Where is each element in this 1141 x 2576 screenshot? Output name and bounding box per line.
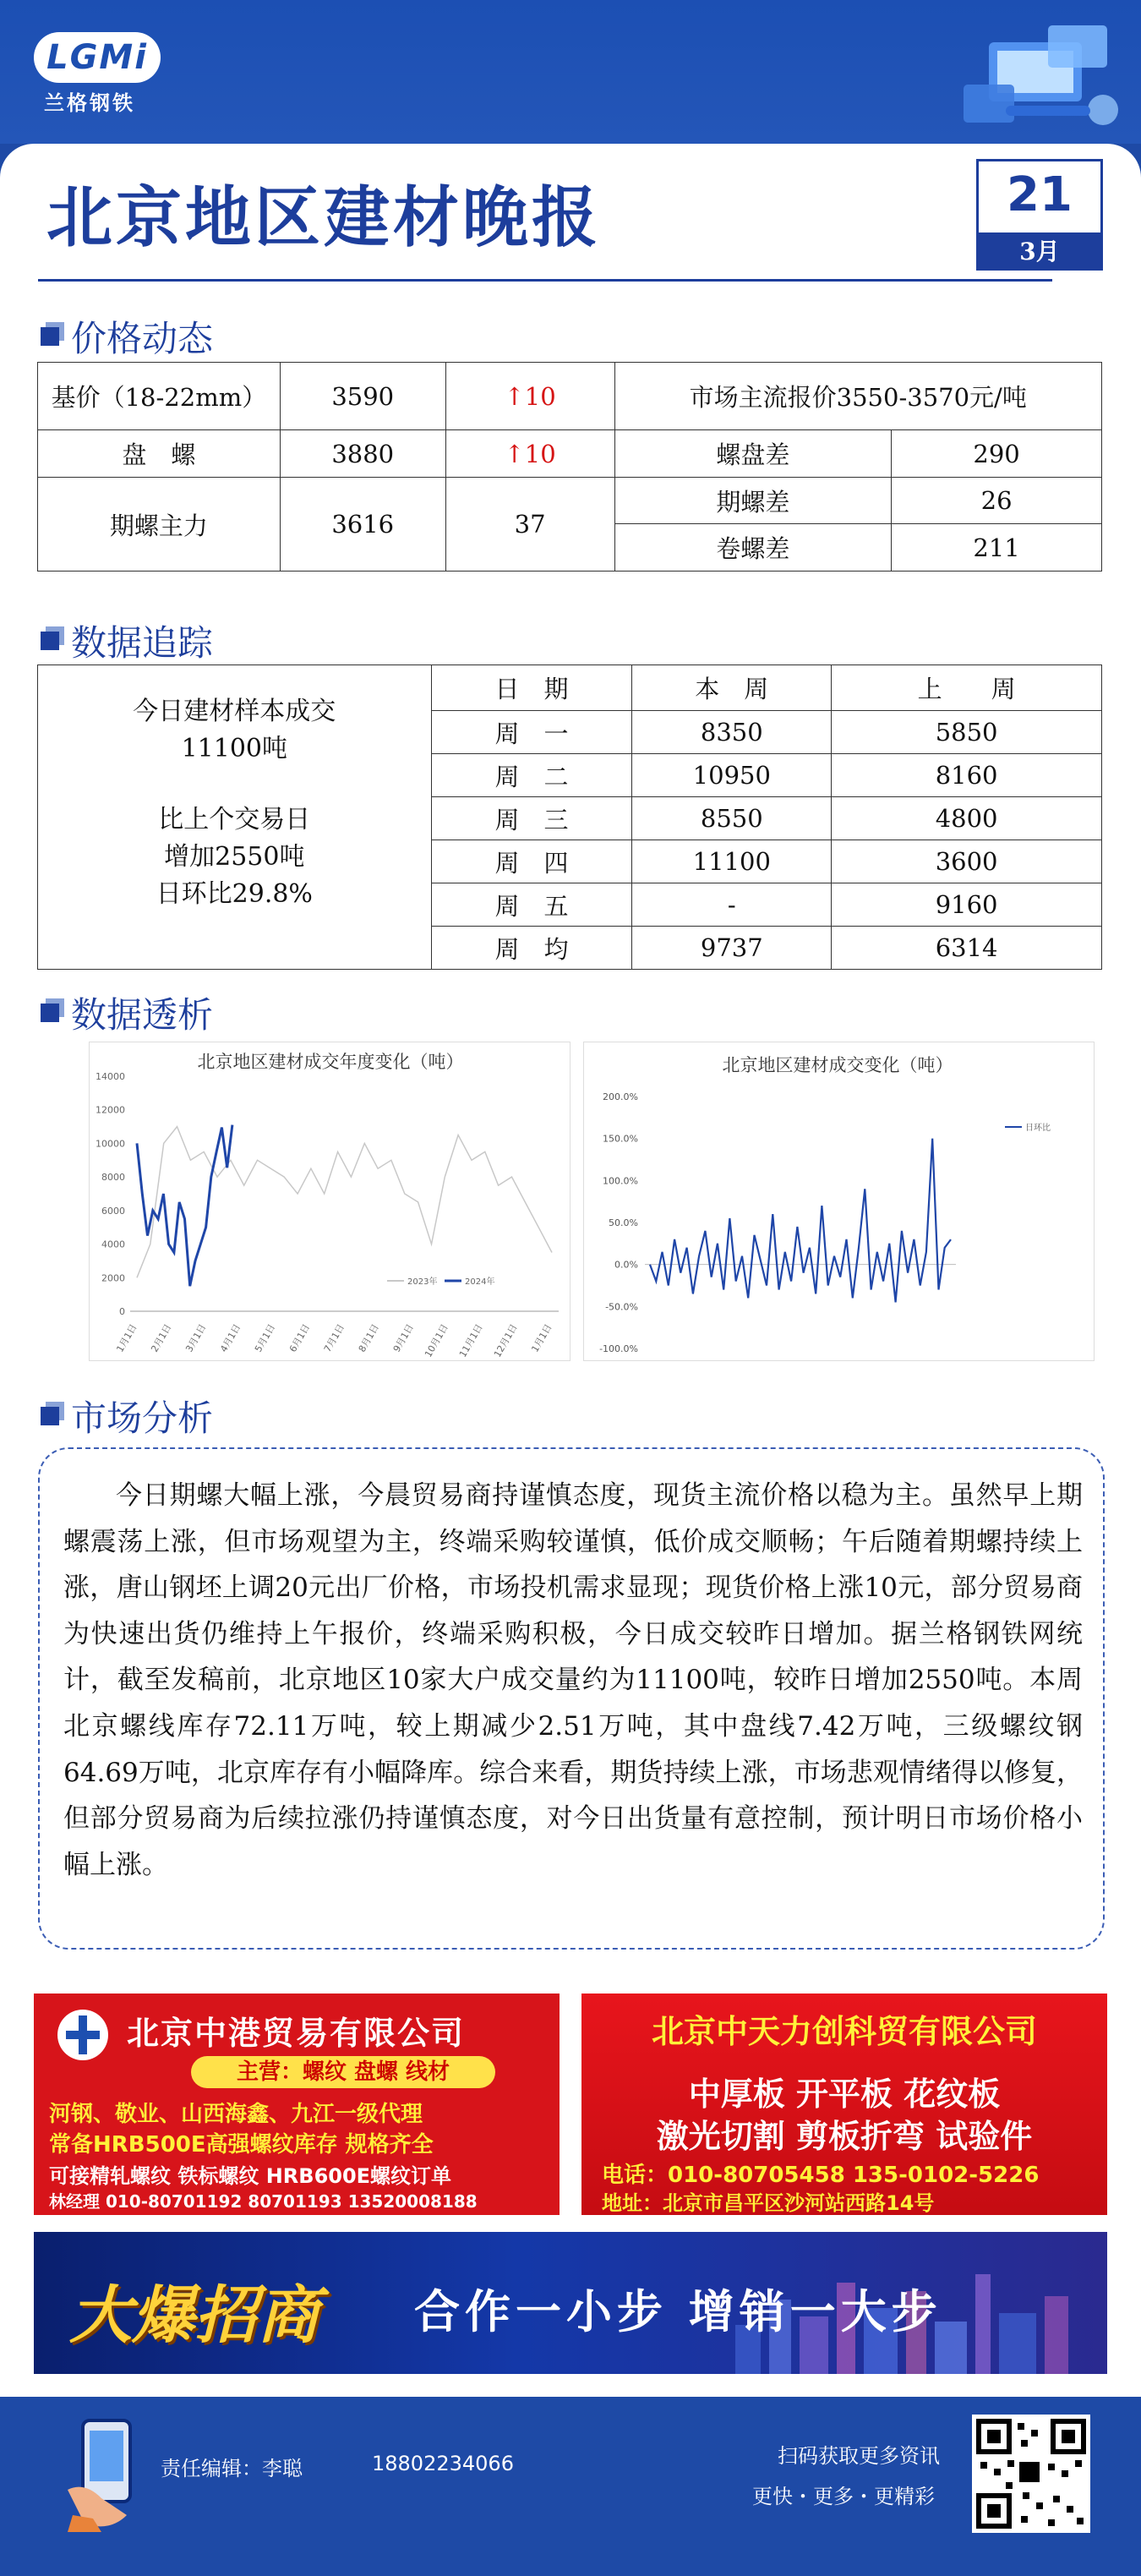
spread-value: 211: [892, 524, 1102, 572]
this-week-cell: 9737: [632, 927, 832, 970]
y-tick-label: 14000: [96, 1071, 125, 1082]
summary-line: 11100吨: [181, 733, 288, 763]
summary-line: 今日建材样本成交: [133, 696, 336, 726]
ad-business-scope: 主营：螺纹 盘螺 线材: [191, 2056, 495, 2088]
chart-title: 北京地区建材成交年度变化（吨）: [197, 1052, 464, 1072]
analysis-box: [38, 1447, 1105, 1950]
y-tick-label: 0.0%: [614, 1259, 638, 1271]
ad-zhonggang[interactable]: [34, 1994, 560, 2215]
spread-label: 螺盘差: [614, 430, 892, 478]
spread-label: 期螺差: [614, 478, 892, 524]
x-tick-label: 6月1日: [287, 1322, 313, 1354]
section-title: 价格动态: [71, 318, 214, 359]
section-title: 数据透析: [71, 994, 214, 1036]
ad-company-name: 北京中港贸易有限公司: [127, 2015, 466, 2052]
market-quote: 市场主流报价3550-3570元/吨: [614, 363, 1101, 430]
x-tick-label: 4月1日: [218, 1322, 243, 1354]
price-value: 3590: [280, 363, 445, 430]
day-cell: 周 一: [431, 711, 632, 754]
spread-label: 卷螺差: [614, 524, 892, 572]
section-heading-insight: [41, 987, 213, 1038]
column-header: 本 周: [632, 665, 832, 711]
section-marker-icon: [41, 1004, 59, 1022]
this-week-cell: 11100: [632, 840, 832, 883]
date-day: 21: [1007, 167, 1073, 222]
tech-illustration: [947, 8, 1133, 144]
date-month: 3月: [979, 232, 1100, 268]
last-week-cell: 8160: [832, 754, 1102, 797]
day-cell: 周 均: [431, 927, 632, 970]
chart-title: 北京地区建材成交变化（吨）: [722, 1055, 953, 1075]
date-badge: [976, 159, 1103, 271]
section-heading-analysis: [41, 1391, 213, 1441]
table-header-row: [38, 665, 1102, 711]
x-tick-label: 9月1日: [390, 1322, 416, 1354]
y-tick-label: 100.0%: [603, 1175, 638, 1187]
legend-label-2023: 2023年: [407, 1277, 438, 1287]
section-marker-icon: [41, 632, 59, 650]
spread-value: 26: [892, 478, 1102, 524]
tracking-table: [37, 665, 1102, 970]
series-line-2024: [137, 1125, 232, 1287]
day-cell: 周 二: [431, 754, 632, 797]
ad-contact: 电话：010-80705458 135-0102-5226: [602, 2163, 1040, 2188]
ad-slogan: 合作一小步 增销一大步: [414, 2285, 942, 2338]
scan-hint: 扫码获取更多资讯: [778, 2444, 940, 2468]
table-row: [38, 430, 1102, 478]
series-line-dod: [650, 1139, 951, 1303]
section-title: 市场分析: [71, 1397, 214, 1439]
footer: [0, 2397, 1141, 2576]
column-header: 日 期: [431, 665, 632, 711]
tracking-summary: [38, 665, 432, 970]
ad-company-name: 北京中天力创科贸有限公司: [651, 2013, 1037, 2050]
day-cell: 周 四: [431, 840, 632, 883]
title-underline: [38, 279, 1052, 282]
legend-label-2024: 2024年: [465, 1277, 495, 1287]
price-value: 3616: [280, 478, 445, 572]
this-week-cell: -: [632, 883, 832, 927]
price-label: 盘 螺: [38, 430, 281, 478]
last-week-cell: 6314: [832, 927, 1102, 970]
price-value: 3880: [280, 430, 445, 478]
last-week-cell: 4800: [832, 797, 1102, 840]
ad-line: 常备HRB500E高强螺纹库存 规格齐全: [49, 2132, 434, 2158]
y-tick-label: 6000: [101, 1205, 125, 1217]
y-tick-label: -50.0%: [605, 1301, 638, 1313]
annual-volume-chart-svg: [90, 1042, 571, 1362]
legend-label: 日环比: [1025, 1124, 1051, 1133]
y-tick-label: 8000: [101, 1172, 125, 1184]
y-tick-label: 150.0%: [603, 1133, 638, 1145]
last-week-cell: 9160: [832, 883, 1102, 927]
summary-line: 增加2550吨: [164, 841, 305, 872]
price-change: ↑10: [445, 430, 614, 478]
x-tick-label: 8月1日: [356, 1322, 382, 1354]
this-week-cell: 8550: [632, 797, 832, 840]
price-label: 期螺主力: [38, 478, 281, 572]
this-week-cell: 10950: [632, 754, 832, 797]
y-tick-label: -100.0%: [599, 1343, 638, 1354]
ad-line: 可接精轧螺纹 铁标螺纹 HRB600E螺纹订单: [49, 2164, 452, 2188]
ad-contact: 林经理 010-80701192 80701193 13520008188: [49, 2191, 478, 2212]
summary-line: 比上个交易日: [158, 804, 311, 834]
footer-slogan: 更快・更多・更精彩: [752, 2485, 935, 2508]
y-tick-label: 4000: [101, 1239, 125, 1250]
ad-headline: 大爆招商: [69, 2279, 319, 2352]
price-change: ↑10: [445, 363, 614, 430]
x-tick-label: 1月1日: [529, 1322, 554, 1354]
x-tick-label: 10月1日: [423, 1322, 450, 1359]
price-table: [37, 362, 1102, 572]
zhonggang-logo-icon: [49, 2005, 117, 2065]
y-tick-label: 0: [119, 1306, 125, 1317]
brand-logo-subtitle: 兰格钢铁: [44, 90, 135, 115]
ad-recruit-banner[interactable]: [34, 2232, 1107, 2374]
x-tick-label: 12月1日: [491, 1322, 520, 1359]
section-marker-icon: [41, 1407, 59, 1425]
price-change: 37: [445, 478, 614, 572]
x-tick-label: 3月1日: [183, 1322, 209, 1354]
section-marker-icon: [41, 327, 59, 346]
y-tick-label: 200.0%: [603, 1091, 638, 1102]
day-cell: 周 三: [431, 797, 632, 840]
ad-zhongtianli[interactable]: [581, 1994, 1107, 2215]
x-tick-label: 2月1日: [149, 1322, 174, 1354]
summary-line: 日环比29.8%: [156, 878, 313, 909]
y-tick-label: 50.0%: [609, 1217, 638, 1228]
section-heading-tracking: [41, 615, 213, 666]
section-heading-price: [41, 311, 213, 362]
x-tick-label: 7月1日: [321, 1322, 347, 1354]
up-arrow-icon: ↑: [504, 381, 525, 411]
series-line-2023: [137, 1127, 552, 1278]
ad-line: 中厚板 开平板 花纹板: [688, 2076, 1001, 2113]
table-row: [38, 478, 1102, 524]
up-arrow-icon: ↑: [504, 439, 525, 468]
this-week-cell: 8350: [632, 711, 832, 754]
last-week-cell: 5850: [832, 711, 1102, 754]
qr-code-icon[interactable]: [972, 2415, 1090, 2533]
analysis-text: 今日期螺大幅上涨，今晨贸易商持谨慎态度，现货主流价格以稳为主。虽然早上期螺震荡上涨，但市场观望为主，终端采购较谨慎，低价成交顺畅；午后随着期螺持续上涨，唐山钢坯上调20元出厂价格，市场投机需求显现；现货价格上涨10元，部分贸易商为快速出货仍维持上午报价，终端采购积极，今日成交较昨日增加。据兰格钢铁网统计，截至发稿前，北京地区10家大户成交量约为11100吨，较昨日增加2550吨。本周北京螺线库存72.11万吨，较上期减少2.51万吨，其中盘线7.42万吨，三级螺纹钢64.69万吨，北京库存有小幅降库。综合来看，期货持续上涨，市场悲观情绪得以修复，但部分贸易商为后续拉涨仍持谨慎态度，对今日出货量有意控制，预计明日市场价格小幅上涨。: [63, 1480, 1083, 1880]
daily-change-chart: [583, 1042, 1095, 1361]
editor-label: 责任编辑：李聪: [161, 2457, 303, 2480]
column-header: 上 周: [832, 665, 1102, 711]
y-tick-label: 12000: [96, 1104, 125, 1116]
x-tick-label: 1月1日: [114, 1322, 139, 1354]
daily-change-chart-svg: [584, 1042, 1095, 1362]
x-tick-label: 11月1日: [457, 1322, 485, 1359]
last-week-cell: 3600: [832, 840, 1102, 883]
editor-phone[interactable]: 18802234066: [372, 2452, 514, 2475]
day-cell: 周 五: [431, 883, 632, 927]
ad-line: 激光切割 剪板折弯 试验件: [656, 2118, 1033, 2155]
price-label: 基价（18-22mm）: [38, 363, 281, 430]
brand-logo[interactable]: LGMi: [34, 32, 161, 83]
page-title: 北京地区建材晚报: [46, 180, 602, 256]
table-row: [38, 363, 1102, 430]
y-tick-label: 10000: [96, 1138, 125, 1150]
y-tick-label: 2000: [101, 1272, 125, 1284]
ad-address: 地址：北京市昌平区沙河站西路14号: [602, 2191, 935, 2215]
section-title: 数据追踪: [71, 622, 214, 664]
x-tick-label: 5月1日: [253, 1322, 278, 1354]
annual-volume-chart: [89, 1042, 570, 1361]
spread-value: 290: [892, 430, 1102, 478]
phone-in-hand-icon: [68, 2414, 152, 2532]
ad-line: 河钢、敬业、山西海鑫、九江一级代理: [49, 2102, 423, 2127]
